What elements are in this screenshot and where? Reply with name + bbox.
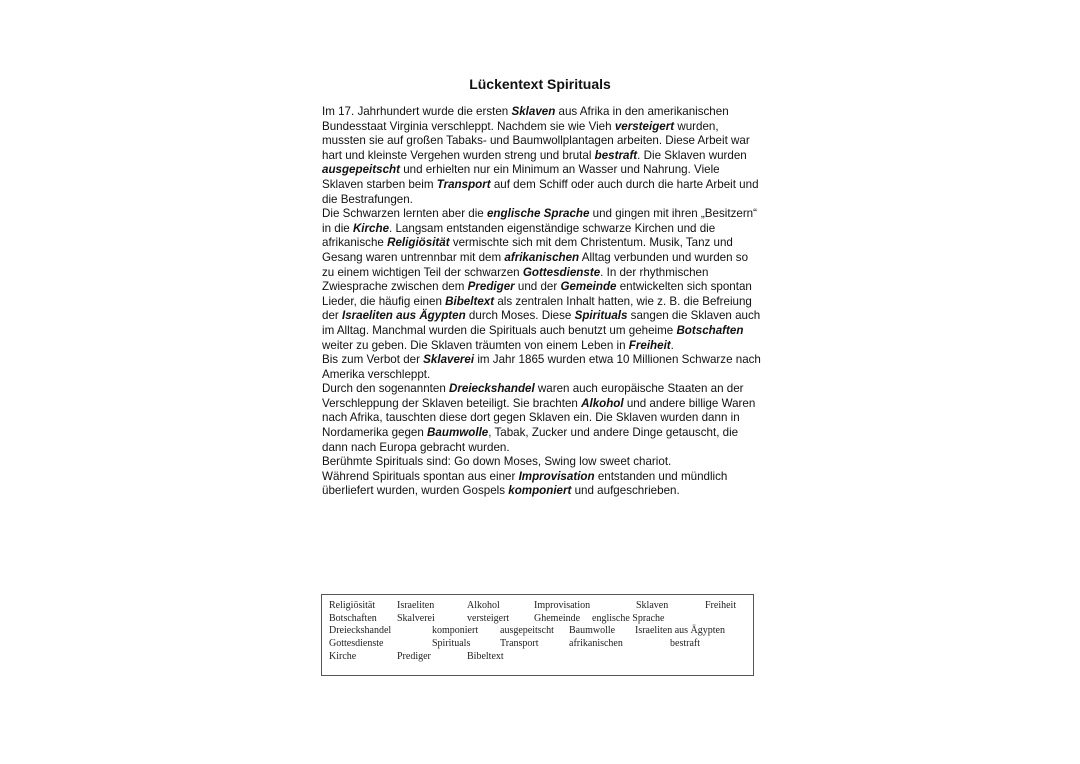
answer-word: afrikanischen [504,250,580,264]
word-bank-item: Prediger [397,651,431,662]
text-segment: Die Schwarzen lernten aber die [322,207,487,221]
text-paragraph [322,105,762,207]
text-segment: entwickelten sich spontan Lieder, die häufig einen [322,280,752,308]
answer-word: englische Sprache [486,207,590,221]
answer-word: Israeliten aus Ägypten [341,309,466,323]
text-segment: vermischte sich mit dem Christentum. Musik, Tanz und Gesang waren untrennbar mit dem [322,236,733,264]
word-bank-item: Gottesdienste [329,638,384,649]
text-segment: sangen die Sklaven auch im Alltag. Manchmal wurden die Spirituals auch benutzt um geheime [322,309,761,337]
text-segment: und aufgeschrieben. [571,484,680,498]
answer-word: bestraft [594,148,638,162]
text-segment: Im 17. Jahrhundert wurde die ersten [322,105,512,118]
answer-word: komponiert [508,484,572,498]
text-segment: im Jahr 1865 wurden etwa 10 Millionen Schwarze nach Amerika verschleppt. [322,353,761,381]
text-paragraph [322,455,762,470]
word-bank-item: ausgepeitscht [500,625,554,636]
word-bank-item: versteigert [467,613,510,624]
text-paragraph [322,470,762,499]
word-bank-item: Ghemeinde [534,613,581,624]
word-bank-item: Sklaven [636,600,669,611]
word-bank-item: Skalverei [397,613,435,624]
word-bank-item: Improvisation [534,600,591,611]
text-paragraph [322,353,762,382]
word-bank-item: Botschaften [329,613,377,624]
answer-word: versteigert [614,119,675,133]
word-bank-item: Transport [500,638,539,649]
text-segment: . Die Sklaven wurden [637,148,747,162]
answer-word: Sklaverei [423,353,475,367]
word-bank-item: Alkohol [467,600,500,611]
text-segment: Während Spirituals spontan aus einer [322,469,519,483]
text-segment: entstanden und mündlich überliefert wurden, wurden Gospels [322,469,728,498]
answer-word: Alkohol [581,396,624,410]
text-segment: . In der rhythmischen Zwiesprache zwischen dem [322,265,709,294]
answer-word: Religiösität [387,236,450,250]
text-segment: und andere billige Waren nach Afrika, tauschten diese dort gegen Sklaven ein. Die Sklaven wurden dann in Nordamerika gegen [322,396,756,440]
text-segment: durch Moses. Diese [465,309,575,323]
text-paragraph [322,382,762,455]
text-segment: Durch den sogenannten [322,382,449,396]
text-segment: als zentralen Inhalt hatten, wie z. B. die Befreiung der [322,294,752,323]
text-paragraph [322,207,762,353]
answer-word: Prediger [467,280,515,294]
text-segment: Berühmte Spirituals sind: Go down Moses, Swing low sweet chariot. [322,455,672,469]
word-bank-item: Religiösität [329,600,376,611]
text-segment: . [670,338,674,352]
text-segment: waren auch europäische Staaten an der Verschleppung der Sklaven beteiligt. Sie brachten [322,382,744,410]
text-segment: auf dem Schiff oder auch durch die harte Arbeit und die Bestrafungen. [322,177,759,206]
answer-word: Freiheit [628,338,671,352]
word-bank-item: Bibeltext [467,651,504,662]
answer-word: Spirituals [574,309,628,323]
word-bank-item: komponiert [432,625,479,636]
word-bank-item: afrikanischen [569,638,623,649]
word-bank-item: Baumwolle [569,625,616,636]
word-bank-item: Freiheit [705,600,737,611]
answer-word: Kirche [352,221,390,235]
answer-word: Baumwolle [427,426,489,440]
text-segment: aus Afrika in den amerikanischen Bundesstaat Virginia verschleppt. Nachdem sie wie Vieh [322,105,729,133]
text-segment: und erhielten nur ein Minimum an Wasser und Nahrung. Viele Sklaven starben beim [322,163,720,191]
word-bank-item: Dreieckshandel [329,625,392,636]
answer-word: Transport [436,177,491,191]
text-segment: und der [514,280,561,294]
answer-word: Sklaven [511,105,556,118]
text-segment: Alltag verbunden und wurden so zu einem wichtigen Teil der schwarzen [322,250,749,279]
text-segment: wurden, mussten sie auf großen Tabaks- und Baumwollplantagen arbeiten. Diese Arbeit war hart und kleinste Vergehen wurden streng und brutal [322,119,750,162]
word-bank-item: bestraft [670,638,700,649]
answer-word: Gemeinde [560,280,617,294]
answer-word: ausgepeitscht [322,163,400,177]
word-bank-item: englische Sprache [592,613,665,624]
word-bank-item: Spirituals [432,638,471,649]
answer-word: Botschaften [676,323,744,337]
text-segment: weiter zu geben. Die Sklaven träumten von einem Leben in [322,338,629,352]
word-bank-item: Israeliten aus Ägypten [635,625,725,636]
answer-word: Improvisation [518,469,595,483]
word-bank-item: Israeliten [397,600,435,611]
word-bank-item: Kirche [329,651,357,662]
word-bank-box [321,594,754,676]
text-segment: . Langsam entstanden eigenständige schwarze Kirchen und die afrikanische [322,221,716,250]
document-title: Lückentext Spirituals [469,76,611,92]
gap-text-body [322,105,762,499]
text-segment: Bis zum Verbot der [322,353,424,367]
answer-word: Gottesdienste [522,265,601,279]
text-segment: und gingen mit ihren „Besitzern“ in die [322,207,757,235]
text-segment: , Tabak, Zucker und andere Dinge getauscht, die dann nach Europa gebracht wurden. [322,426,739,454]
answer-word: Dreieckshandel [448,382,535,396]
answer-word: Bibeltext [445,294,495,308]
